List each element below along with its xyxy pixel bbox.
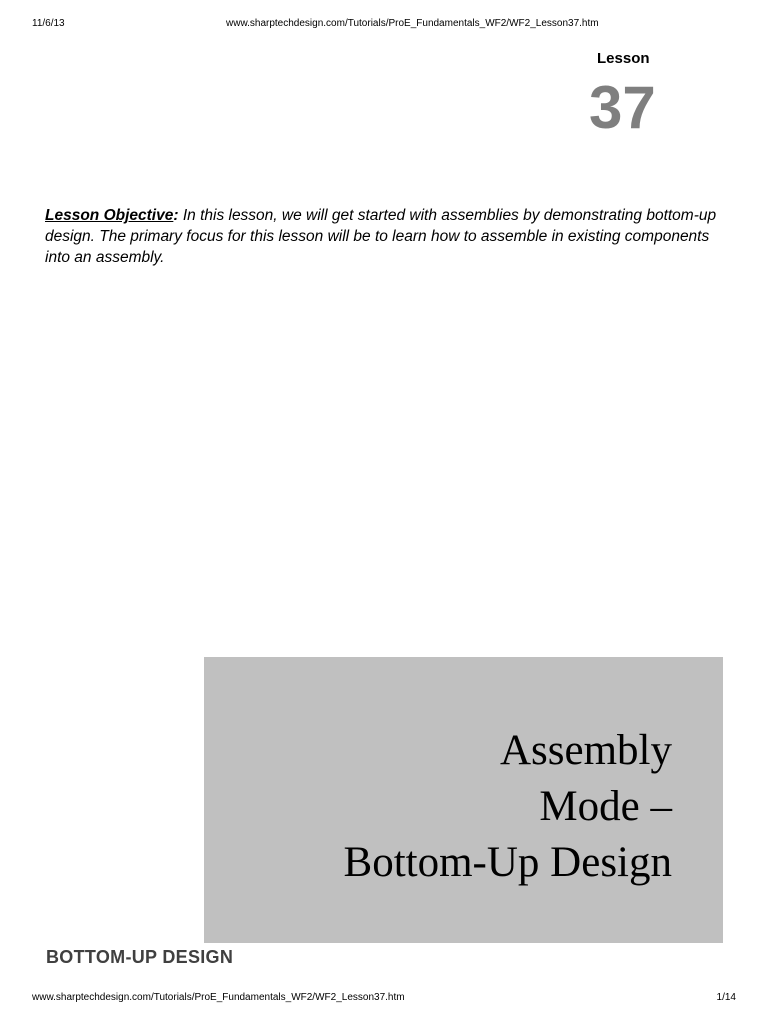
title-box xyxy=(204,657,723,943)
objective-colon: : xyxy=(173,207,179,224)
section-heading: BOTTOM-UP DESIGN xyxy=(46,947,234,967)
lesson-label: Lesson xyxy=(597,50,650,67)
title-line: Assembly xyxy=(500,727,672,774)
title-line: Bottom-Up Design xyxy=(343,839,672,886)
print-date: 11/6/13 xyxy=(32,18,65,29)
objective-label: Lesson Objective xyxy=(45,207,174,224)
lesson-objective xyxy=(45,205,725,268)
print-header xyxy=(0,18,768,34)
objective-text: In this lesson, we will get started with assemblies by demonstrating bottom-up design. The primary focus for this lesson will be to learn how to assemble in existing components into an assembly. xyxy=(45,207,717,266)
footer-url: www.sharptechdesign.com/Tutorials/ProE_Fundamentals_WF2/WF2_Lesson37.htm xyxy=(32,992,405,1003)
title-text xyxy=(344,723,672,891)
lesson-number: 37 xyxy=(589,74,656,141)
page-number: 1/14 xyxy=(716,992,736,1003)
print-footer xyxy=(0,992,768,1008)
title-line: Mode – xyxy=(539,783,672,830)
print-url: www.sharptechdesign.com/Tutorials/ProE_Fundamentals_WF2/WF2_Lesson37.htm xyxy=(226,18,599,29)
